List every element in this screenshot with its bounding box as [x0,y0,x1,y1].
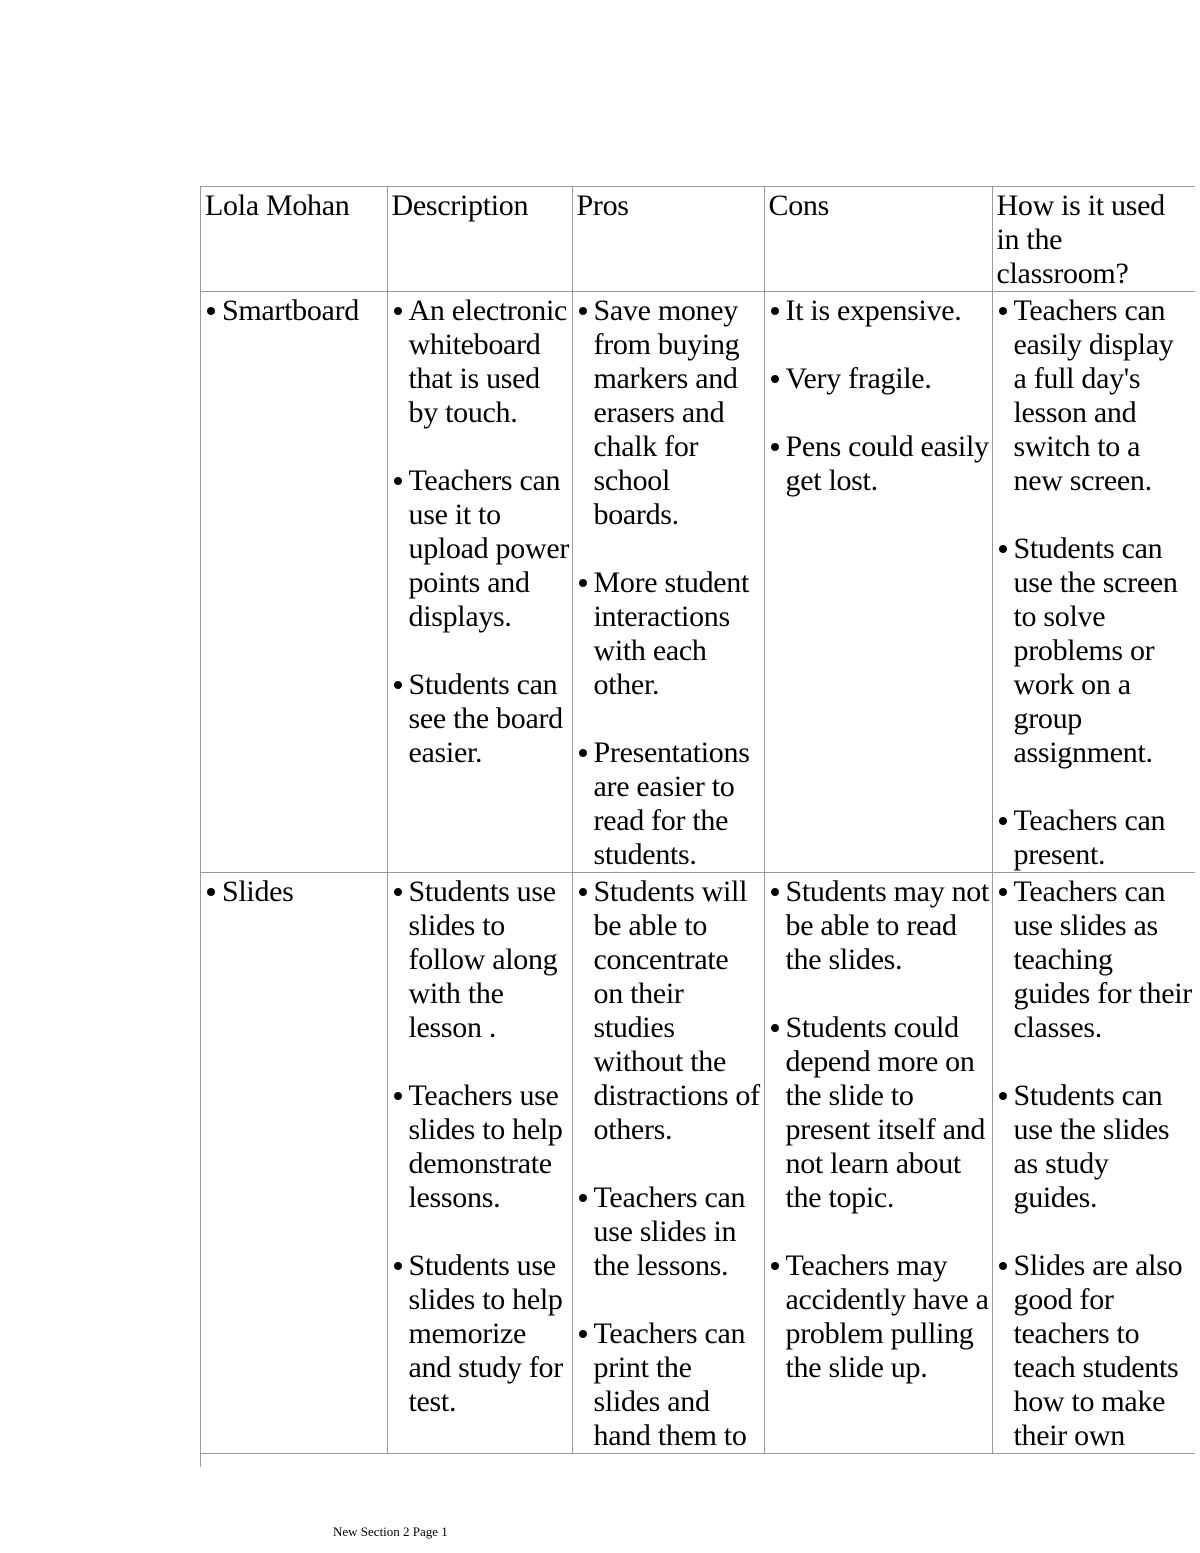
bullet-text: Students can use the screen to solve problems or work on a group assignment. [1013,532,1178,769]
bullet-item [577,736,762,872]
bullet-icon [999,1092,1007,1100]
bullet-item [997,1249,1193,1453]
bullet-icon [999,888,1007,896]
bullet-item [997,875,1193,1045]
cons-cell [764,873,992,1454]
header-label: Pros [576,189,629,222]
header-label: Lola Mohan [205,189,350,222]
bullet-text: Very fragile. [785,362,932,395]
table-row [201,292,1195,873]
bullet-icon [579,1194,587,1202]
bullet-icon [771,443,779,451]
bullet-text: Students use slides to follow along with the lesson . [408,875,558,1044]
description-cell [387,292,572,873]
bullet-item [577,1317,762,1453]
bullet-item [577,566,762,702]
bullet-text: Save money from buying markers and erasers and chalk for school boards. [593,294,740,531]
bullet-item [392,1079,570,1215]
bullet-icon [771,1262,779,1270]
bullet-icon [394,477,402,485]
bullet-text: Students may not be able to read the slides. [785,875,990,976]
bullet-text: Teachers can present. [1013,804,1166,871]
bullet-icon [771,375,779,383]
bullet-item [205,875,385,909]
bullet-icon [771,888,779,896]
bullet-text: Teachers can use it to upload power points and displays. [408,464,570,633]
bullet-icon [999,817,1007,825]
bullet-item [392,668,570,770]
bullet-list [577,875,762,1453]
header-cell-description [387,187,572,292]
bullet-text: Slides are also good for teachers to teach students how to make their own [1013,1249,1183,1452]
description-cell [387,873,572,1454]
comparison-table-wrapper [200,186,1195,1467]
bullet-text: Students can see the board easier. [408,668,563,769]
bullet-icon [394,1092,402,1100]
bullet-icon [771,1024,779,1032]
bullet-text: Teachers can easily display a full day's lesson and switch to a new screen. [1013,294,1174,497]
bullet-icon [579,579,587,587]
bullet-icon [394,307,402,315]
name-cell [201,292,387,873]
header-cell-cons [764,187,992,292]
bullet-item [769,1249,990,1385]
bullet-icon [394,888,402,896]
bullet-icon [394,681,402,689]
table-header-row [201,187,1195,292]
bullet-text: More student interactions with each other. [593,566,750,701]
bullet-text: Students can use the slides as study guides. [1013,1079,1170,1214]
bullet-text: Students could depend more on the slide to present itself and not learn about the topic. [785,1011,986,1214]
bullet-text: Students use slides to help memorize and study for test. [408,1249,563,1418]
bullet-text: Slides [222,875,294,908]
bullet-item [392,875,570,1045]
bullet-item [997,1079,1193,1215]
table-row [201,873,1195,1454]
bullet-icon [207,888,215,896]
bullet-item [997,294,1193,498]
bullet-item [577,1181,762,1283]
bullet-item [205,294,385,328]
bullet-text: Pens could easily get lost. [785,430,989,497]
bullet-item [769,362,990,396]
bullet-list [769,294,990,498]
bullet-text: Presentations are easier to read for the students. [593,736,750,871]
bullet-list [392,875,570,1419]
bullet-icon [579,307,587,315]
bullet-item [769,430,990,498]
pros-cell [572,292,764,873]
bullet-text: Teachers can use slides as teaching guides for their classes. [1013,875,1192,1044]
name-cell [201,873,387,1454]
header-cell-usage [992,187,1195,292]
bullet-item [392,464,570,634]
bullet-text: Teachers can use slides in the lessons. [593,1181,746,1282]
bullet-list [769,875,990,1385]
bullet-text: An electronic whiteboard that is used by touch. [408,294,568,429]
bullet-text: Students will be able to concentrate on their studies without the distractions of others. [593,875,760,1146]
usage-cell [992,873,1195,1454]
bullet-item [769,294,990,328]
header-label: Description [391,189,529,222]
bullet-text: Smartboard [222,294,359,327]
bullet-text: Teachers can print the slides and hand them to [593,1317,747,1452]
bullet-text: Teachers use slides to help demonstrate lessons. [408,1079,563,1214]
header-cell-pros [572,187,764,292]
bullet-list [205,875,385,909]
bullet-item [392,1249,570,1419]
bullet-list [577,294,762,872]
bullet-item [577,294,762,532]
bullet-icon [394,1262,402,1270]
bullet-text: Teachers may accidently have a problem pulling the slide up. [785,1249,989,1384]
bullet-icon [999,307,1007,315]
bullet-list [997,294,1193,872]
bullet-icon [207,307,215,315]
comparison-table [201,187,1195,1454]
bullet-item [997,804,1193,872]
bullet-item [997,532,1193,770]
bullet-icon [579,1330,587,1338]
bullet-icon [999,1262,1007,1270]
bullet-icon [579,888,587,896]
usage-cell [992,292,1195,873]
cons-cell [764,292,992,873]
bullet-item [769,1011,990,1215]
bullet-list [205,294,385,328]
bullet-icon [579,749,587,757]
header-label: How is it used in the classroom? [996,189,1165,290]
bullet-icon [999,545,1007,553]
bullet-text: It is expensive. [785,294,962,327]
bullet-icon [771,307,779,315]
bullet-list [392,294,570,770]
page-footer: New Section 2 Page 1 [333,1524,448,1539]
pros-cell [572,873,764,1454]
bullet-list [997,875,1193,1453]
bullet-item [392,294,570,430]
header-label: Cons [768,189,829,222]
header-cell-name [201,187,387,292]
bullet-item [769,875,990,977]
bullet-item [577,875,762,1147]
